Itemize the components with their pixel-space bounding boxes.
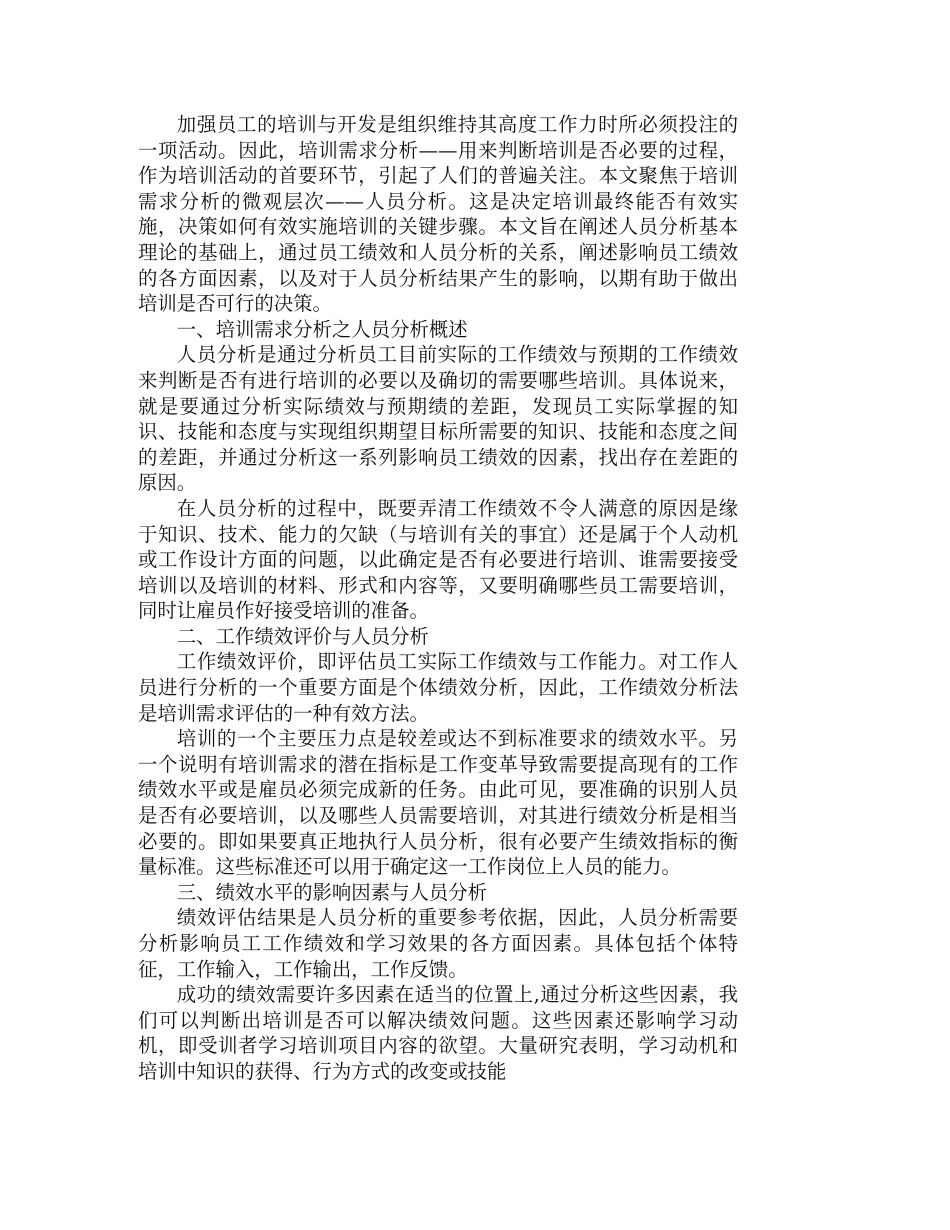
document-page xyxy=(138,112,738,1085)
section-heading-3: 三、绩效水平的影响因素与人员分析 xyxy=(176,880,488,904)
intro-paragraph: 加强员工的培训与开发是组织维持其高度工作力时所必须投注的一项活动。因此，培训需求分析——用来判断培训是否必要的过程，作为培训活动的首要环节，引起了人们的普遍关注。本文聚焦于培训需求分析的微观层次——人员分析。这是决定培训最终能否有效实施，决策如何有效实施培训的关键步骤。本文旨在阐述人员分析基本理论的基础上，通过员工绩效和人员分析的关系，阐述影响员工绩效的各方面因素，以及对于人员分析结果产生的影响，以期有助于做出培训是否可行的决策。 xyxy=(138,113,738,316)
section-heading-1: 一、培训需求分析之人员分析概述 xyxy=(176,317,468,341)
body-paragraph: 人员分析是通过分析员工目前实际的工作绩效与预期的工作绩效来判断是否有进行培训的必要以及确切的需要哪些培训。具体说来，就是要通过分析实际绩效与预期绩的差距，发现员工实际掌握的知识、技能和态度与实现组织期望目标所需要的知识、技能和态度之间的差距，并通过分析这一系列影响员工绩效的因素，找出存在差距的原因。 xyxy=(138,343,738,495)
section-heading-2: 二、工作绩效评价与人员分析 xyxy=(176,624,429,648)
body-paragraph: 培训的一个主要压力点是较差或达不到标准要求的绩效水平。另一个说明有培训需求的潜在指标是工作变革导致需要提高现有的工作绩效水平或是雇员必须完成新的任务。由此可见，要准确的识别人员是否有必要培训，以及哪些人员需要培训，对其进行绩效分析是相当必要的。即如果要真正地执行人员分析，很有必要产生绩效指标的衡量标准。这些标准还可以用于确定这一工作岗位上人员的能力。 xyxy=(138,727,738,879)
body-paragraph: 绩效评估结果是人员分析的重要参考依据，因此，人员分析需要分析影响员工工作绩效和学习效果的各方面因素。具体包括个体特征，工作输入，工作输出，工作反馈。 xyxy=(138,906,738,981)
body-paragraph: 工作绩效评价，即评估员工实际工作绩效与工作能力。对工作人员进行分析的一个重要方面是个体绩效分析，因此，工作绩效分析法是培训需求评估的一种有效方法。 xyxy=(138,650,738,725)
body-paragraph: 在人员分析的过程中，既要弄清工作绩效不令人满意的原因是缘于知识、技术、能力的欠缺（与培训有关的事宜）还是属于个人动机或工作设计方面的问题，以此确定是否有必要进行培训、谁需要接受培训以及培训的材料、形式和内容等，又要明确哪些员工需要培训，同时让雇员作好接受培训的准备。 xyxy=(138,496,738,623)
body-paragraph: 成功的绩效需要许多因素在适当的位置上,通过分析这些因素，我们可以判断出培训是否可以解决绩效问题。这些因素还影响学习动机，即受训者学习培训项目内容的欲望。大量研究表明，学习动机和培训中知识的获得、行为方式的改变或技能 xyxy=(138,983,738,1083)
